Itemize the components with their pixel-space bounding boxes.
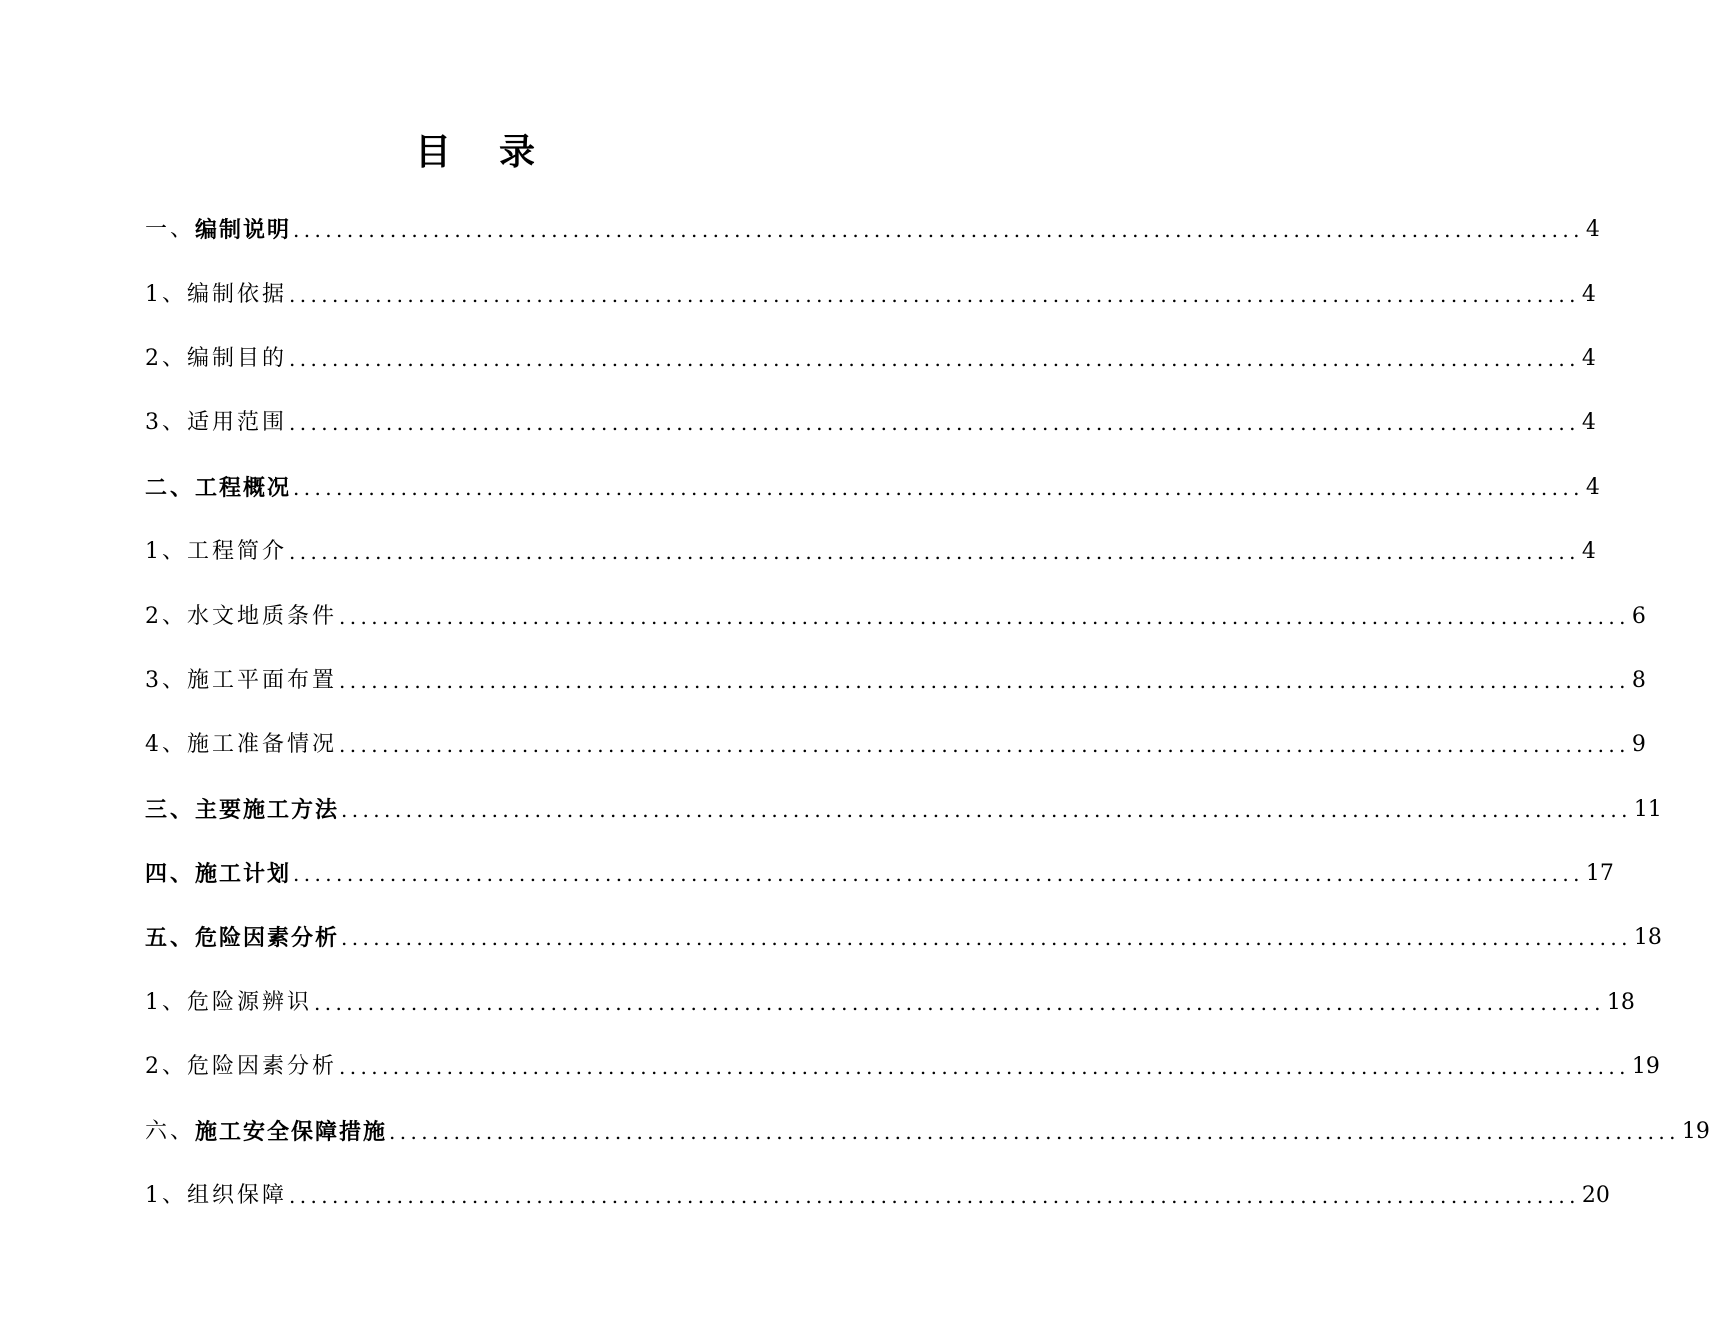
toc-entry-label: 危险因素分析 — [187, 1054, 338, 1080]
toc-entry[interactable] — [145, 1099, 1710, 1163]
toc-entry[interactable] — [145, 327, 1596, 391]
toc-entry-number: 3、 — [145, 410, 187, 436]
toc-dot-leader: ........................................................................................................................ — [289, 540, 1580, 565]
toc-entry-label: 编制说明 — [195, 217, 292, 244]
toc-entry-label: 编制依据 — [187, 281, 288, 307]
toc-entry[interactable] — [145, 842, 1614, 906]
toc-dot-leader: ........................................................................................................................ — [289, 346, 1580, 371]
toc-dot-leader: ........................................................................................................................ — [293, 862, 1584, 887]
toc-dot-leader: ........................................................................................................................ — [341, 926, 1632, 951]
toc-entry-label: 组织保障 — [187, 1183, 288, 1209]
toc-entry-label: 编制目的 — [187, 345, 288, 371]
table-of-contents — [145, 198, 1710, 1228]
toc-entry[interactable] — [145, 456, 1600, 520]
toc-entry-number: 1、 — [145, 989, 187, 1015]
toc-entry[interactable] — [145, 520, 1596, 584]
toc-dot-leader: ........................................................................................................................ — [341, 797, 1632, 822]
toc-entry-page: 20 — [1581, 1183, 1610, 1209]
toc-dot-leader: ........................................................................................................................ — [289, 411, 1580, 436]
toc-entry-page: 4 — [1581, 539, 1596, 565]
toc-entry-number: 五、 — [145, 925, 196, 952]
toc-entry-page: 18 — [1606, 989, 1635, 1015]
toc-entry-label: 施工安全保障措施 — [195, 1118, 388, 1145]
toc-entry-page: 4 — [1585, 474, 1600, 500]
toc-entry[interactable] — [145, 713, 1646, 777]
toc-entry-label: 施工准备情况 — [187, 732, 338, 758]
page-title: 目录 — [414, 131, 583, 173]
toc-entry[interactable] — [145, 649, 1646, 713]
toc-entry[interactable] — [145, 198, 1600, 262]
toc-entry-number: 1、 — [145, 281, 187, 307]
toc-entry-label: 适用范围 — [187, 410, 288, 436]
toc-entry-number: 1、 — [145, 539, 187, 565]
toc-entry-page: 18 — [1633, 925, 1662, 951]
toc-dot-leader: ........................................................................................................................ — [339, 1055, 1630, 1080]
toc-dot-leader: ........................................................................................................................ — [293, 218, 1584, 243]
toc-entry-page: 4 — [1581, 281, 1596, 307]
toc-entry-number: 一、 — [145, 217, 196, 243]
toc-entry[interactable] — [145, 262, 1596, 326]
toc-dot-leader: ........................................................................................................................ — [339, 604, 1630, 629]
toc-entry-label: 工程简介 — [187, 539, 288, 565]
toc-entry[interactable] — [145, 391, 1596, 455]
toc-entry[interactable] — [145, 584, 1646, 648]
toc-entry-number: 4、 — [145, 732, 187, 758]
toc-dot-leader: ........................................................................................................................ — [293, 475, 1584, 500]
toc-entry-page: 4 — [1585, 217, 1600, 243]
toc-dot-leader: ........................................................................................................................ — [289, 1184, 1580, 1209]
toc-entry-page: 17 — [1585, 861, 1614, 887]
toc-entry-label: 水文地质条件 — [187, 603, 338, 629]
toc-entry-number: 二、 — [145, 474, 196, 501]
toc-entry-label: 主要施工方法 — [195, 796, 340, 823]
toc-entry-number: 六、 — [145, 1118, 196, 1144]
toc-entry-number: 2、 — [145, 345, 187, 371]
toc-dot-leader: ........................................................................................................................ — [289, 282, 1580, 307]
toc-entry-label: 施工计划 — [195, 861, 292, 888]
toc-entry[interactable] — [145, 971, 1635, 1035]
toc-entry-number: 2、 — [145, 1054, 187, 1080]
toc-entry-number: 3、 — [145, 667, 187, 693]
toc-entry-page: 19 — [1631, 1054, 1660, 1080]
toc-entry-page: 19 — [1681, 1118, 1710, 1144]
toc-entry[interactable] — [145, 1035, 1660, 1099]
toc-entry-page: 4 — [1581, 410, 1596, 436]
toc-entry-label: 工程概况 — [195, 474, 292, 501]
toc-entry-page: 8 — [1631, 667, 1646, 693]
toc-entry-label: 危险源辨识 — [187, 989, 313, 1015]
toc-entry-number: 1、 — [145, 1183, 187, 1209]
toc-entry-page: 4 — [1581, 345, 1596, 371]
toc-entry-page: 11 — [1633, 796, 1662, 822]
toc-entry-number: 四、 — [145, 861, 196, 888]
toc-entry-page: 9 — [1631, 732, 1646, 758]
toc-entry-page: 6 — [1631, 603, 1646, 629]
toc-entry-label: 施工平面布置 — [187, 667, 338, 693]
toc-entry[interactable] — [145, 1164, 1610, 1228]
toc-entry-number: 2、 — [145, 603, 187, 629]
toc-entry-number: 三、 — [145, 796, 196, 823]
toc-dot-leader: ........................................................................................................................ — [339, 668, 1630, 693]
toc-dot-leader: ........................................................................................................................ — [314, 990, 1605, 1015]
toc-dot-leader: ........................................................................................................................ — [339, 733, 1630, 758]
toc-entry-label: 危险因素分析 — [195, 925, 340, 952]
toc-dot-leader: ........................................................................................................................ — [389, 1119, 1680, 1144]
toc-entry[interactable] — [145, 778, 1662, 842]
toc-entry[interactable] — [145, 906, 1662, 970]
